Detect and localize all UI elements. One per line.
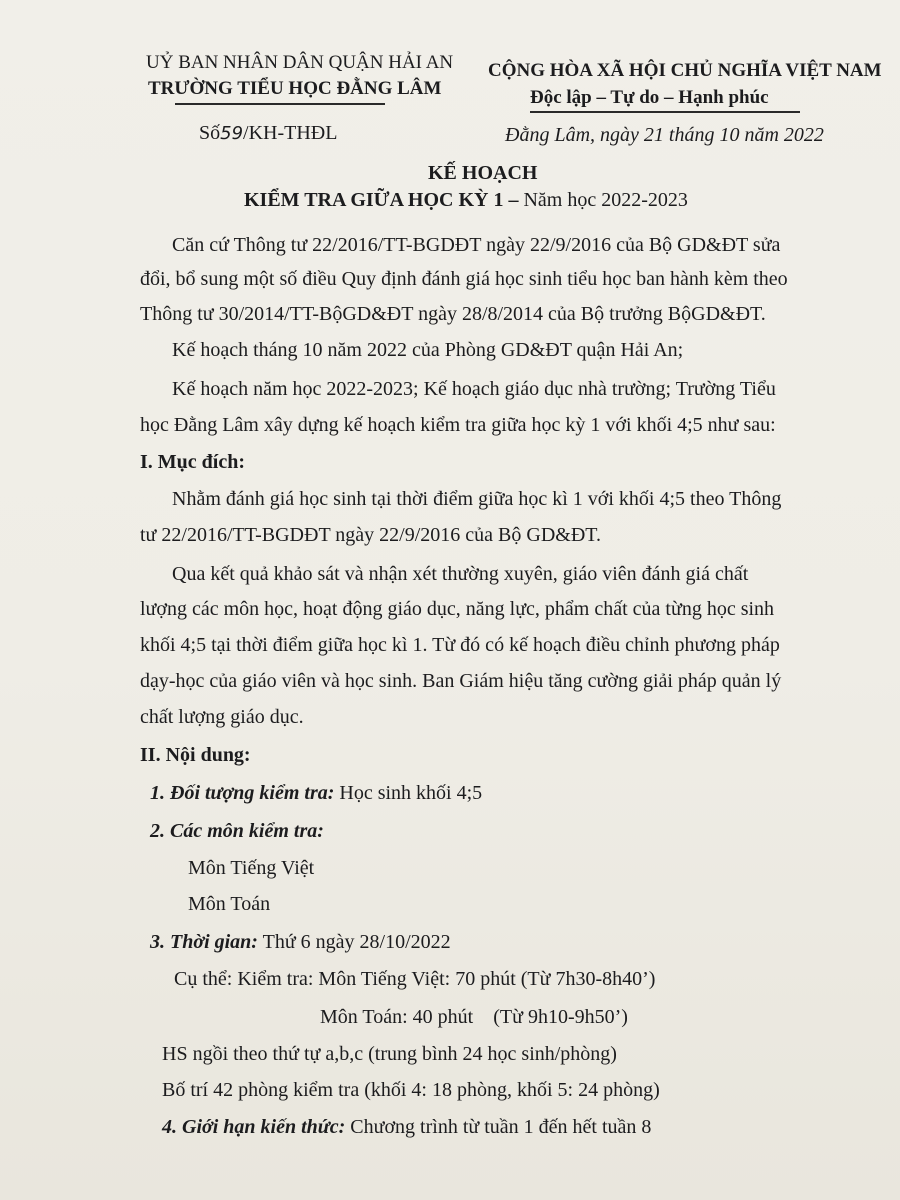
doc-number-prefix: Số [199, 122, 221, 144]
item-1 [150, 780, 482, 806]
subtitle-year: Năm học 2022-2023 [518, 189, 688, 211]
motto-underline [530, 111, 800, 113]
intro-p1-line3: Thông tư 30/2014/TT-BộGD&ĐT ngày 28/8/2014 của Bộ trưởng BộGD&ĐT. [140, 303, 766, 325]
doc-number-handwritten: 59 [220, 123, 244, 144]
school-name: TRƯỜNG TIỂU HỌC ĐẰNG LÂM [148, 78, 442, 99]
seating-arrangement: HS ngồi theo thứ tự a,b,c (trung bình 24 học sinh/phòng) [162, 1043, 617, 1065]
room-allocation: Bố trí 42 phòng kiểm tra (khối 4: 18 phòng, khối 5: 24 phòng) [162, 1079, 660, 1101]
doc-number-suffix: /KH-THĐL [243, 122, 338, 144]
agency-line-1: UỶ BAN NHÂN DÂN QUẬN HẢI AN [146, 52, 454, 73]
place-date: Đằng Lâm, ngày 21 tháng 10 năm 2022 [505, 124, 824, 146]
item-4-value: Chương trình từ tuần 1 đến hết tuần 8 [345, 1116, 652, 1138]
item-3 [150, 929, 451, 955]
document-number [199, 120, 337, 147]
item-1-label: 1. Đối tượng kiểm tra: [150, 782, 335, 804]
intro-p3-line1: Kế hoạch năm học 2022-2023; Kế hoạch giáo dục nhà trường; Trường Tiểu [172, 378, 776, 400]
section-2-heading: II. Nội dung: [140, 744, 251, 766]
intro-p1-line1: Căn cứ Thông tư 22/2016/TT-BGDĐT ngày 22/9/2016 của Bộ GD&ĐT sửa [172, 234, 781, 256]
subject-vietnamese: Môn Tiếng Việt [188, 857, 315, 879]
intro-p1-line2: đổi, bổ sung một số điều Quy định đánh giá học sinh tiểu học ban hành kèm theo [140, 268, 788, 290]
item-2-label: 2. Các môn kiểm tra: [150, 820, 324, 842]
subtitle-bold: KIỂM TRA GIỮA HỌC KỲ 1 – [244, 189, 519, 211]
item-4 [162, 1114, 651, 1140]
plan-subtitle [244, 187, 688, 213]
item-4-label: 4. Giới hạn kiến thức: [162, 1116, 346, 1138]
schedule-detail-2: Môn Toán: 40 phút (Từ 9h10-9h50’) [320, 1006, 628, 1028]
subject-math: Môn Toán [188, 893, 271, 915]
republic-title: CỘNG HÒA XÃ HỘI CHỦ NGHĨA VIỆT NAM [488, 60, 882, 81]
section-1-heading: I. Mục đích: [140, 451, 245, 473]
schedule-detail-1: Cụ thể: Kiểm tra: Môn Tiếng Việt: 70 phút (Từ 7h30-8h40’) [174, 968, 656, 990]
intro-p2: Kế hoạch tháng 10 năm 2022 của Phòng GD&ĐT quận Hải An; [172, 339, 684, 361]
section-1-p1-line2: tư 22/2016/TT-BGDĐT ngày 22/9/2016 của Bộ GD&ĐT. [140, 524, 601, 546]
item-1-value: Học sinh khối 4;5 [334, 782, 483, 804]
section-1-p1-line1: Nhằm đánh giá học sinh tại thời điểm giữa học kì 1 với khối 4;5 theo Thông [172, 488, 782, 510]
item-3-label: 3. Thời gian: [150, 931, 258, 953]
section-1-p2-line4: dạy-học của giáo viên và học sinh. Ban Giám hiệu tăng cường giải pháp quản lý [140, 670, 782, 692]
plan-title: KẾ HOẠCH [428, 162, 538, 184]
item-3-value: Thứ 6 ngày 28/10/2022 [257, 931, 451, 953]
section-1-p2-line5: chất lượng giáo dục. [140, 706, 304, 728]
section-1-p2-line2: lượng các môn học, hoạt động giáo dục, năng lực, phẩm chất của từng học sinh [140, 598, 775, 620]
section-1-p2-line3: khối 4;5 tại thời điểm giữa học kì 1. Từ đó có kế hoạch điều chỉnh phương pháp [140, 634, 780, 656]
intro-p3-line2: học Đằng Lâm xây dựng kế hoạch kiểm tra giữa học kỳ 1 với khối 4;5 như sau: [140, 414, 776, 436]
national-motto: Độc lập – Tự do – Hạnh phúc [530, 87, 769, 108]
school-name-underline [175, 103, 385, 105]
section-1-p2-line1: Qua kết quả khảo sát và nhận xét thường xuyên, giáo viên đánh giá chất [172, 563, 749, 585]
